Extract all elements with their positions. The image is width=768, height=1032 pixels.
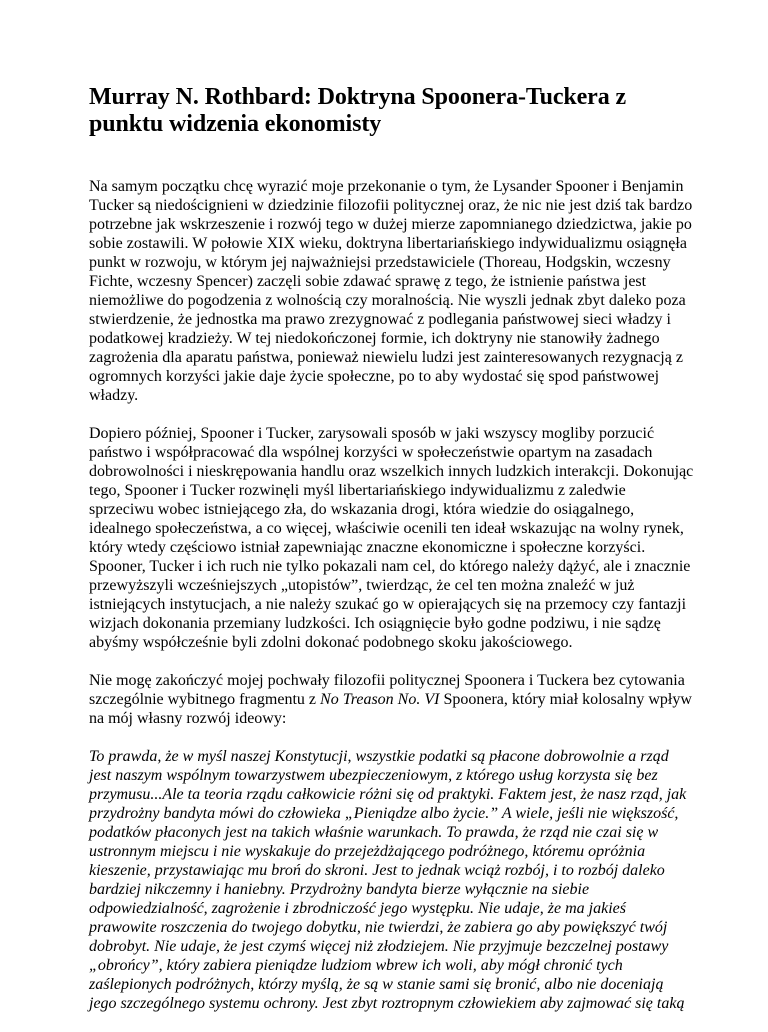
quote-line: zaślepionych podróżnych, którzy myślą, że są w stanie sami się bronić, albo nie doceniają (89, 976, 664, 993)
text-line: idealnego społeczeństwa, a co więcej, właściwie ocenili ten ideał wskazując na wolny rynek, (89, 520, 684, 537)
quote-line: kieszenie, przystawiając mu broń do skroni. Jest to jednak wciąż rozbój, i to rozbój daleko (89, 862, 665, 879)
text-line-with-title (89, 690, 692, 709)
quote-line: „obrońcy”, który zabiera pieniądze ludziom wbrew ich woli, aby mógł chronić tych (89, 957, 623, 974)
text-segment: szczególnie wybitnego fragmentu z (89, 691, 321, 708)
quote-line: bardziej nikczemny i haniebny. Przydrożny bandyta bierze wyłącznie na siebie (89, 881, 590, 898)
quote-line: podatków płaconych jest na takich właśnie warunkach. To prawda, że rząd nie czai się w (89, 824, 659, 841)
paragraph-1 (89, 177, 693, 405)
text-line: wizjach dokonania przemiany ludzkości. Ich osiągnięcie było godne podziwu, i nie sądzę (89, 615, 661, 632)
quote-line: przydrożny bandyta mówi do człowieka „Pieniądze albo życie.” A wiele, jeśli nie większość, (89, 805, 679, 822)
text-line: ogromnych korzyści jakie daje życie społeczne, po to aby wydostać się spod państwowej (89, 368, 660, 385)
quote-line: ustronnym miejscu i nie wyskakuje do przejeżdżającego podróżnego, któremu opróżnia (89, 843, 646, 860)
text-line: Na samym początku chcę wyrazić moje przekonanie o tym, że Lysander Spooner i Benjamin (89, 178, 684, 195)
text-line: Spooner, Tucker i ich ruch nie tylko pokazali nam cel, do którego należy dążyć, ale i znacznie (89, 558, 691, 575)
paragraph-3 (89, 671, 692, 728)
text-line: państwo i współpracować dla wspólnej korzyści w społeczeństwie opartym na zasadach (89, 444, 653, 461)
text-segment: Spoonera, który miał kolosalny wpływ (439, 691, 692, 708)
text-line: niemożliwe do pogodzenia z wolnością czy moralnością. Nie wyszli jednak zbyt daleko poza (89, 292, 686, 309)
quote-line: jego szczególnego systemu ochrony. Jest zbyt roztropnym człowiekiem aby zajmować się taką (89, 995, 685, 1012)
text-line: istniejących instytucjach, a nie należy szukać go w opierających się na przemocy czy fantazji (89, 596, 687, 613)
paragraph-2 (89, 424, 694, 652)
text-line: dobrowolności i nieskrępowania handlu oraz wszelkich innych ludzkich interakcji. Dokonując (89, 463, 694, 480)
text-line: władzy. (89, 387, 139, 404)
title-line-2: punktu widzenia ekonomisty (89, 111, 382, 137)
quote-line: jest naszym wspólnym towarzystwem ubezpieczeniowym, z którego usług korzysta się bez (89, 767, 658, 784)
title-line-1: Murray N. Rothbard: Doktryna Spoonera-Tuckera z (89, 84, 627, 110)
text-line: zagrożenia dla aparatu państwa, ponieważ niewielu ludzi jest zainteresowanych rezygnacją z (89, 349, 683, 366)
quote-line: prawowite roszczenia do twojego dobytku, nie twierdzi, że zabiera go aby powiększyć twój (89, 919, 668, 936)
text-line: Nie mogę zakończyć mojej pochwały filozofii politycznej Spoonera i Tuckera bez cytowania (89, 672, 685, 689)
text-line: punkt w rozwoju, w którym jej najważniejsi przedstawiciele (Thoreau, Hodgskin, wczesny (89, 254, 671, 271)
text-line: Fichte, wczesny Spencer) zaczęli sobie zdawać sprawę z tego, że istnienie państwa jest (89, 273, 647, 290)
text-line: na mój własny rozwój ideowy: (89, 710, 287, 727)
document-body (89, 177, 694, 1032)
text-line: sobie zostawili. W połowie XIX wieku, doktryna libertariańskiego indywidualizmu osiągnęła (89, 235, 687, 252)
text-line: potrzebne jak wskrzeszenie i rozwój tego w dużej mierze zapomnianego dziedzictwa, jakie po (89, 216, 692, 233)
quote-paragraph (89, 747, 689, 1013)
text-line: sprzeciwu wobec istniejącego zła, do wskazania drogi, która wiedzie do osiągalnego, (89, 501, 635, 518)
text-line: Dopiero później, Spooner i Tucker, zarysowali sposób w jaki wszyscy mogliby porzucić (89, 425, 655, 442)
quote-line: odpowiedzialność, zagrożenie i zbrodniczość jego występku. Nie udaje, że ma jakieś (89, 900, 626, 917)
text-line: tego, Spooner i Tucker rozwinęli myśl libertariańskiego indywidualizmu z zaledwie (89, 482, 626, 499)
quote-line: przymusu...Ale ta teoria rządu całkowicie różni się od praktyki. Faktem jest, że nasz rząd, jak (89, 786, 687, 803)
document-title (89, 84, 689, 138)
text-line: abyśmy współcześnie byli zdolni dokonać podobnego skoku jakościowego. (89, 634, 573, 651)
text-line: podatkowej kradzieży. W tej niedokończonej formie, ich doktryny nie stanowiły żadnego (89, 330, 660, 347)
quote-line: dobrobyt. Nie udaje, że jest czymś więcej niż złodziejem. Nie przyjmuje bezczelnej postawy (89, 938, 669, 955)
text-line: przewyższyli wcześniejszych „utopistów”, twierdząc, że cel ten można znaleźć w już (89, 577, 635, 594)
book-title: No Treason No. VI (320, 691, 440, 708)
text-line: który wtedy częściowo istniał zapewniając znaczne ekonomiczne i społeczne korzyści. (89, 539, 646, 556)
text-line: Tucker są niedoścignieni w dziedzinie filozofii politycznej oraz, że nic nie jest dziś tak bardzo (89, 197, 693, 214)
text-line: stwierdzenie, że jednostka ma prawo zrezygnować z podlegania państwowej sieci władzy i (89, 311, 671, 328)
quote-line: To prawda, że w myśl naszej Konstytucji, wszystkie podatki są płacone dobrowolnie a rząd (89, 748, 669, 765)
